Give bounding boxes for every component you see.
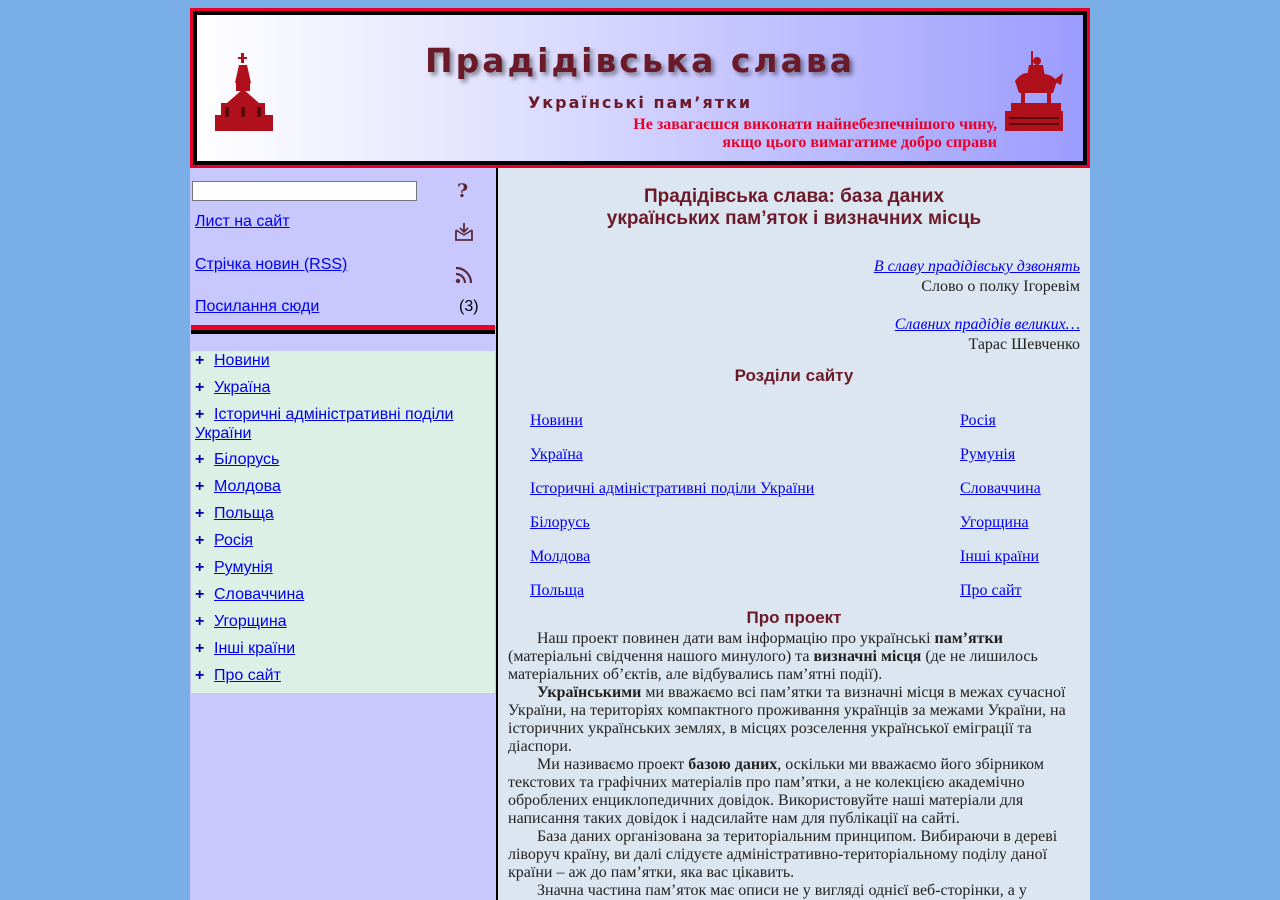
tree-item-about [195, 666, 491, 685]
expand-icon[interactable]: + [195, 406, 205, 423]
expand-icon[interactable]: + [195, 667, 205, 684]
about-heading: Про проект [746, 608, 842, 627]
section-link-romania[interactable]: Румунія [960, 446, 1016, 463]
expand-icon[interactable]: + [195, 532, 205, 549]
motto-line-1: Не завагаєшся виконати найнебезпечнішого чину, [633, 116, 997, 133]
main-content [498, 168, 1090, 900]
tree-item-poland [195, 504, 491, 523]
about-paragraph: Наш проект повинен дати вам інформацію про українські пам’ятки (матеріальні свідчення нашого минулого) та визначні місця (де не лишилось матеріальних об’єктів, але відбувались пам’ятні події). [508, 630, 1038, 683]
section-link-ukraine[interactable]: Україна [530, 446, 583, 463]
site-subtitle: Українські пам’ятки [527, 93, 753, 112]
tree-item-belarus [195, 450, 491, 469]
tree-link[interactable]: Польща [214, 505, 274, 522]
tree-link[interactable]: Росія [214, 532, 254, 549]
tree-item-slovakia [195, 585, 491, 604]
page-title [498, 186, 1090, 230]
sections-heading: Розділи сайту [734, 366, 854, 385]
expand-icon[interactable]: + [195, 559, 205, 576]
section-link-moldova[interactable]: Молдова [530, 548, 591, 565]
search-help-button[interactable]: ? [457, 180, 469, 202]
rss-icon[interactable] [454, 265, 474, 285]
tree-link[interactable]: Україна [214, 379, 271, 396]
tree-link[interactable]: Румунія [214, 559, 273, 576]
expand-icon[interactable]: + [195, 451, 205, 468]
about-paragraph: Значна частина пам’яток має описи не у вигляді однієї веб-сторінки, а у [537, 882, 1027, 899]
site-tree [191, 351, 495, 693]
tree-item-historical-divisions [195, 405, 491, 443]
tree-item-romania [195, 558, 491, 577]
banner-panel [193, 11, 1087, 165]
tree-link[interactable]: Новини [214, 352, 270, 369]
epigraph-quote-link[interactable]: В славу прадідівську дзвонять [873, 258, 1080, 275]
tree-link[interactable]: Молдова [214, 478, 281, 495]
epigraph [895, 315, 1080, 355]
tree-item-moldova [195, 477, 491, 496]
section-link-belarus[interactable]: Білорусь [530, 514, 590, 531]
section-link-other-countries[interactable]: Інші країни [960, 548, 1040, 565]
tree-item-news [195, 351, 491, 370]
site-title: Прадідівська слава [424, 41, 856, 80]
expand-icon[interactable]: + [195, 613, 205, 630]
tree-link[interactable]: Білорусь [214, 451, 280, 468]
sidebar [190, 168, 496, 900]
expand-icon[interactable]: + [195, 379, 205, 396]
expand-icon[interactable]: + [195, 478, 205, 495]
epigraph [874, 257, 1080, 297]
backlinks-count: (3) [459, 298, 479, 315]
tree-link[interactable]: Словаччина [214, 586, 305, 603]
section-link-russia[interactable]: Росія [960, 412, 996, 429]
tree-item-other-countries [195, 639, 491, 658]
sidebar-divider-black [191, 330, 495, 334]
epigraph-quote-link[interactable]: Славних прадідів великих… [894, 316, 1080, 333]
page [190, 8, 1090, 900]
motto-line-2: якщо цього вимагатиме добро справи [722, 134, 997, 151]
rss-link[interactable]: Стрічка новин (RSS) [195, 256, 348, 273]
tree-link[interactable]: Історичні адміністративні поділи України [195, 406, 454, 442]
expand-icon[interactable]: + [195, 505, 205, 522]
backlinks-link[interactable]: Посилання сюди [195, 298, 320, 315]
tree-item-russia [195, 531, 491, 550]
tree-item-ukraine [195, 378, 491, 397]
search-input[interactable] [192, 181, 417, 201]
tree-link[interactable]: Угорщина [214, 613, 287, 630]
site-banner [190, 8, 1090, 168]
epigraph-author: Слово о полку Ігоревім [921, 278, 1080, 295]
mail-download-icon[interactable] [454, 222, 474, 242]
about-paragraph: База даних організована за територіальним принципом. Вибираючи в дереві ліворуч країну, ви далі слідуєте адміністративно-територіальному поділу даної країни – аж до пам’ятки, яка вас цікавить. [508, 828, 1058, 881]
expand-icon[interactable]: + [195, 352, 205, 369]
equestrian-statue-icon [1005, 51, 1065, 131]
about-paragraph: Українськими ми вважаємо всі пам’ятки та визначні місця в межах сучасної України, на територіях компактного проживання українців за межами України, на історичних українських землях, в місцях розселення української еміграції та діаспори. [508, 684, 1066, 755]
section-link-news[interactable]: Новини [530, 412, 583, 429]
section-link-about[interactable]: Про сайт [960, 582, 1022, 599]
page-title-line-1: Прадідівська слава: база даних [643, 186, 945, 207]
section-link-poland[interactable]: Польща [530, 582, 585, 599]
section-link-slovakia[interactable]: Словаччина [960, 480, 1041, 497]
tree-item-hungary [195, 612, 491, 631]
tree-link[interactable]: Інші країни [214, 640, 296, 657]
page-title-line-2: українських пам’яток і визначних місць [606, 208, 982, 229]
about-text [508, 630, 1074, 900]
mail-site-link[interactable]: Лист на сайт [195, 213, 290, 230]
expand-icon[interactable]: + [195, 640, 205, 657]
section-link-historical-divisions[interactable]: Історичні адміністративні поділи України [530, 480, 815, 497]
site-motto [633, 116, 997, 152]
tree-link[interactable]: Про сайт [214, 667, 281, 684]
section-link-hungary[interactable]: Угорщина [960, 514, 1029, 531]
about-paragraph: Ми називаємо проект базою даних, оскільки ми вважаємо його збірником текстових та графічних матеріалів про пам’ятки, а не колекцією академічно оброблених енциклопедичних довідок. Використовуйте наші матеріали для написання таких довідок і надсилайте нам для публікації на сайті. [508, 756, 1044, 827]
epigraph-author: Тарас Шевченко [968, 336, 1080, 353]
expand-icon[interactable]: + [195, 586, 205, 603]
